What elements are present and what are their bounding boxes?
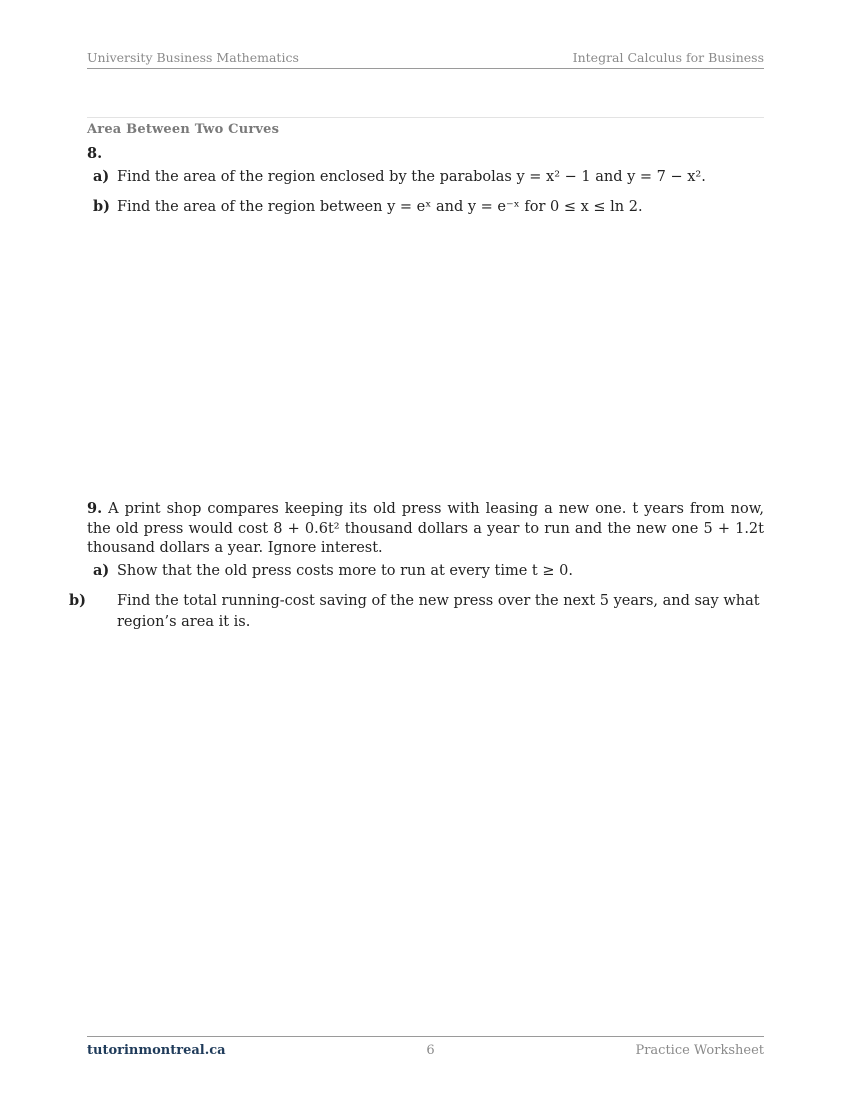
page-footer	[87, 1036, 764, 1058]
question-9a-text: Show that the old press costs more to run at every time t ≥ 0.	[117, 563, 573, 579]
page-header	[87, 50, 764, 69]
question-9-intro	[87, 499, 764, 559]
question-8a-text: Find the area of the region enclosed by the parabolas y = x² − 1 and y = 7 − x².	[117, 169, 706, 185]
header-course-title: University Business Mathematics	[87, 50, 299, 65]
page-number: 6	[426, 1043, 435, 1058]
question-8b	[93, 196, 764, 218]
question-8b-text: Find the area of the region between y = eˣ and y = e⁻ˣ for 0 ≤ x ≤ ln 2.	[117, 199, 643, 215]
section-divider	[87, 117, 764, 118]
question-9a	[93, 560, 764, 582]
header-unit-title: Integral Calculus for Business	[572, 50, 764, 65]
question-8-number: 8.	[87, 145, 103, 162]
section-title: Area Between Two Curves	[87, 122, 280, 137]
question-9b	[69, 590, 764, 633]
question-9-number: 9.	[87, 500, 103, 517]
question-9b-text: Find the total running-cost saving of the new press over the next 5 years, and say what region’s area it is.	[117, 593, 760, 630]
question-9b-label: b)	[69, 592, 86, 609]
question-8b-label: b)	[93, 198, 110, 215]
question-8a	[93, 166, 764, 188]
footer-worksheet-label: Practice Worksheet	[635, 1043, 764, 1058]
question-9a-label: a)	[93, 562, 110, 579]
question-9-text: A print shop compares keeping its old press with leasing a new one. t years from now, the old press would cost 8 + 0.6t² thousand dollars a year to run and the new one 5 + 1.2t thousand dollars a year. Ignore interest.	[87, 501, 765, 556]
footer-site-link[interactable]: tutorinmontreal.ca	[87, 1043, 226, 1058]
question-8a-label: a)	[93, 168, 110, 185]
